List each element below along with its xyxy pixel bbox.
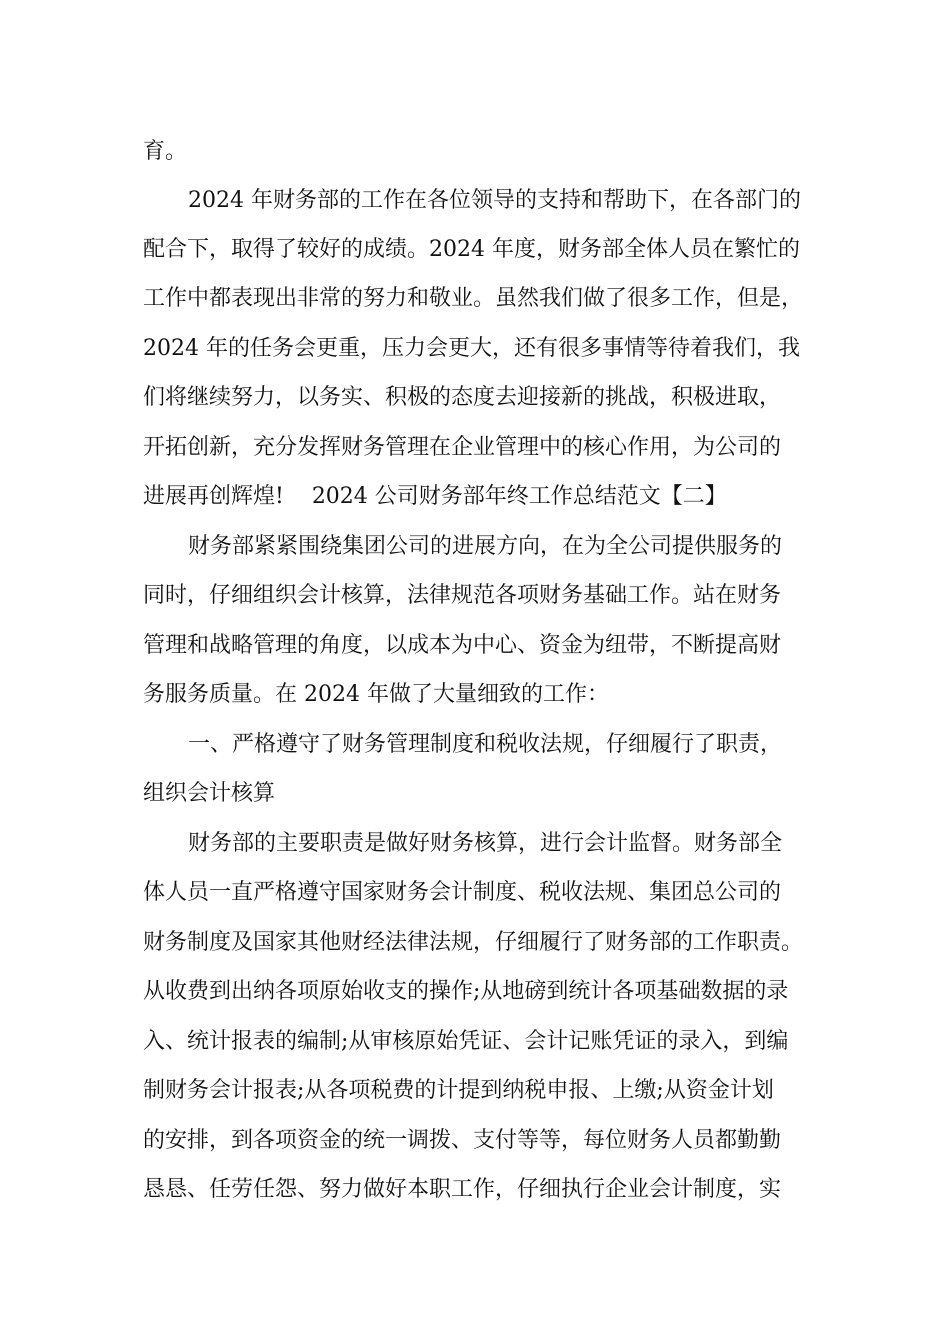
text-line: 同时，仔细组织会计核算，法律规范各项财务基础工作。站在财务 <box>143 583 782 608</box>
paragraph-first-line: 2024 年财务部的工作在各位领导的支持和帮助下，在各部门的 <box>188 188 801 213</box>
text-line: 管理和战略管理的角度，以成本为中心、资金为纽带，不断提高财 <box>143 633 782 658</box>
text-line: 恳恳、任劳任怨、努力做好本职工作，仔细执行企业会计制度，实 <box>143 1177 782 1202</box>
text-line: 们将继续努力，以务实、积极的态度去迎接新的挑战，积极进取， <box>143 385 782 410</box>
paragraph-first-line: 财务部紧紧围绕集团公司的进展方向，在为全公司提供服务的 <box>188 534 783 559</box>
text-line: 入、统计报表的编制;从审核原始凭证、会计记账凭证的录入，到编 <box>143 1029 789 1054</box>
text-line: 体人员一直严格遵守国家财务会计制度、税收法规、集团总公司的 <box>143 880 782 905</box>
text-line-with-heading: 进展再创辉煌! 2024 公司财务部年终工作总结范文【二】 <box>143 484 727 509</box>
text-line: 工作中都表现出非常的努力和敬业。虽然我们做了很多工作，但是， <box>143 286 804 311</box>
section-heading: 一、严格遵守了财务管理制度和税收法规，仔细履行了职责， <box>188 732 783 757</box>
text-line: 配合下，取得了较好的成绩。2024 年度，财务部全体人员在繁忙的 <box>143 237 800 262</box>
text-line: 从收费到出纳各项原始收支的操作;从地磅到统计各项基础数据的录 <box>143 979 789 1004</box>
text-line: 的安排，到各项资金的统一调拨、支付等等，每位财务人员都勤勤 <box>143 1128 782 1153</box>
text-line: 育。 <box>143 139 188 164</box>
paragraph-first-line: 财务部的主要职责是做好财务核算，进行会计监督。财务部全 <box>188 831 783 856</box>
text-line: 2024 年的任务会更重，压力会更大，还有很多事情等待着我们，我 <box>143 336 800 361</box>
section-heading-continued: 组织会计核算 <box>143 781 276 806</box>
text-line: 务服务质量。在 2024 年做了大量细致的工作： <box>143 682 609 707</box>
text-line: 制财务会计报表;从各项税费的计提到纳税申报、上缴;从资金计划 <box>143 1078 774 1103</box>
text-line: 财务制度及国家其他财经法律法规，仔细履行了财务部的工作职责。 <box>143 930 804 955</box>
text-line: 开拓创新，充分发挥财务管理在企业管理中的核心作用，为公司的 <box>143 435 782 460</box>
